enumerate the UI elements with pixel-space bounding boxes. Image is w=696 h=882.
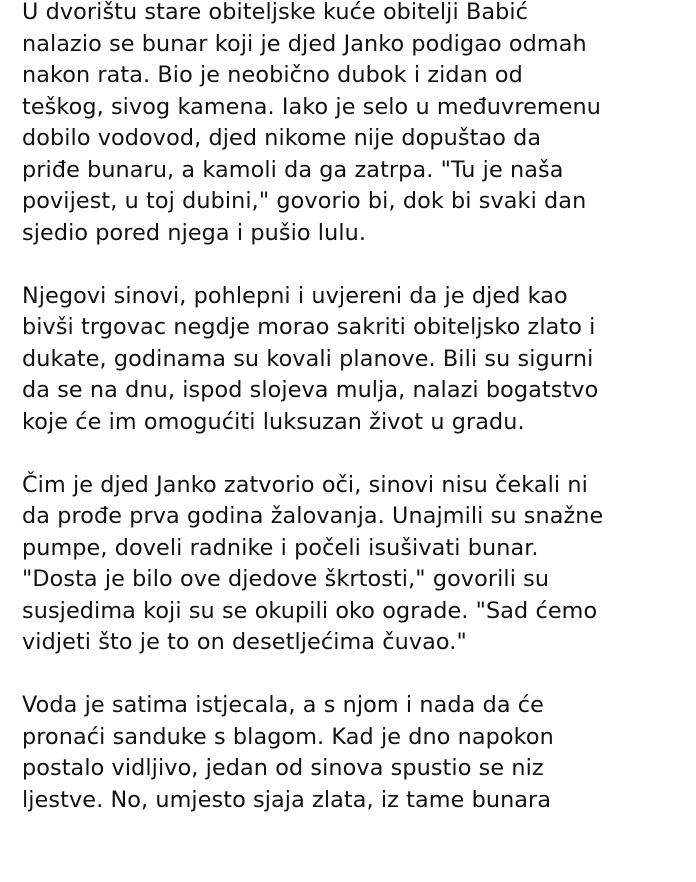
text-line: pronaći sanduke s blagom. Kad je dno napokon	[22, 723, 554, 750]
paragraph-2	[22, 281, 682, 439]
paragraph-1	[22, 0, 682, 249]
text-line: vidjeti što je to on desetljećima čuvao."	[22, 629, 467, 655]
text-line: Njegovi sinovi, pohlepni i uvjereni da je djed kao	[22, 282, 568, 309]
text-line: sjedio pored njega i pušio lulu.	[22, 219, 367, 246]
text-line: bivši trgovac negdje morao sakriti obiteljsko zlato i	[22, 314, 596, 340]
text-line: postalo vidljivo, jedan od sinova spustio se niz	[22, 755, 544, 781]
text-line: da prođe prva godina žalovanja. Unajmili su snažne	[22, 503, 604, 529]
text-line: povijest, u toj dubini," govorio bi, dok bi svaki dan	[22, 188, 587, 214]
paragraph-4	[22, 690, 682, 816]
text-line: dobilo vodovod, djed nikome nije dopuštao da	[22, 125, 542, 151]
text-line: ljestve. No, umjesto sjaja zlata, iz tame bunara	[22, 786, 552, 813]
story-text	[22, 0, 682, 848]
text-line: Voda je satima istjecala, a s njom i nada da će	[22, 692, 544, 718]
text-line: nakon rata. Bio je neobično dubok i zidan od	[22, 62, 523, 88]
text-line: susjedima koji su se okupili oko ograde. "Sad ćemo	[22, 597, 598, 624]
text-line: da se na dnu, ispod slojeva mulja, nalazi bogatstvo	[22, 377, 599, 403]
text-line: teškog, sivog kamena. Iako je selo u međuvremenu	[22, 93, 602, 120]
text-line: "Dosta je bilo ove djedove škrtosti," govorili su	[22, 566, 550, 592]
text-line: pumpe, doveli radnike i počeli isušivati bunar.	[22, 534, 539, 561]
text-line: priđe bunaru, a kamoli da ga zatrpa. "Tu je naša	[22, 156, 564, 183]
text-line: dukate, godinama su kovali planove. Bili su sigurni	[22, 345, 594, 372]
text-line: Čim je djed Janko zatvorio oči, sinovi nisu čekali ni	[22, 471, 588, 498]
text-line: koje će im omogućiti luksuzan život u gradu.	[22, 408, 525, 435]
text-line: nalazio se bunar koji je djed Janko podigao odmah	[22, 30, 587, 57]
text-line: U dvorištu stare obiteljske kuće obitelji Babić	[22, 0, 529, 25]
paragraph-3	[22, 470, 682, 659]
